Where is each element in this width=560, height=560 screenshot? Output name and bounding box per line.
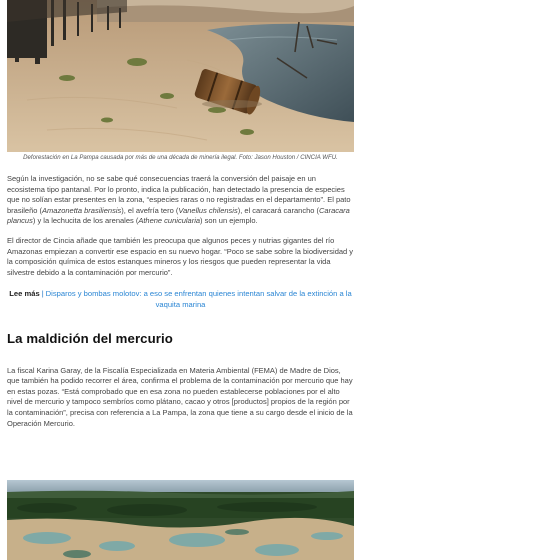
species-name: Caracara plancus — [7, 205, 350, 226]
species-name: Athene cunicularia — [138, 216, 201, 226]
article-column — [7, 0, 354, 429]
species-name: Amazonetta brasiliensis — [42, 205, 122, 215]
species-name: Vanellus chilensis — [178, 205, 238, 215]
paragraph-species: Según la investigación, no se sabe qué consecuencias traerá la conversión del paisaje en un ecosistema tipo pantanal. Por lo pronto, indica la publicación, han detectado la presencia de especies que no solían estar presentes en la zona, “especies raras o no registradas en el departamento”. El pato brasileño (Amazonetta brasiliensis), el avefría tero (Vanellus chilensis), el caracará carancho (Caracara plancus) y la lechucita de los arenales (Athene cunicularia) son un ejemplo. — [7, 174, 351, 226]
section-heading: La maldición del mercurio — [7, 330, 173, 346]
read-more-separator: | — [41, 289, 44, 299]
photo-caption: Deforestación en La Pampa causada por más de una década de minería ilegal. Foto: Jason Houston / CINCIA WFU. — [23, 154, 338, 161]
read-more — [7, 289, 354, 310]
read-more-label: Lee más — [9, 289, 40, 299]
read-more-link[interactable]: Disparos y bombas molotov: a eso se enfrentan quienes intentan salvar de la extinción a la vaquita marina — [45, 289, 352, 309]
mining-aerial-photo — [7, 480, 354, 560]
hero-photo — [7, 0, 354, 152]
aerial-photo — [7, 480, 354, 560]
deforestation-photo — [7, 0, 354, 152]
paragraph-cincia: El director de Cincia añade que también les preocupa que algunos peces y nutrias gigantes del río Amazonas empiezan a convertir ese espacio en su nuevo hogar. “Poco se sabe sobre la biodiversidad y la composición química de estos estanques mineros y los riesgos que pueden representar la vida silvestre debido a la contaminación por mercurio”. — [7, 235, 354, 277]
paragraph-fiscal: La fiscal Karina Garay, de la Fiscalía Especializada en Materia Ambiental (FEMA) de Madre de Dios, que también ha podido recorrer el área, confirma el problema de la contaminación por mercurio que hay en estas pozas. “Está comprobado que en esa zona no pueden establecerse poblaciones por el alto nivel de mercurio y tampoco sembríos como plátano, cacao y otros [productos] propios de la región por la contaminación”, precisa con referencia a La Pampa, la zona que tiene a su cargo desde el inicio de la Operación Mercurio. — [7, 365, 353, 428]
